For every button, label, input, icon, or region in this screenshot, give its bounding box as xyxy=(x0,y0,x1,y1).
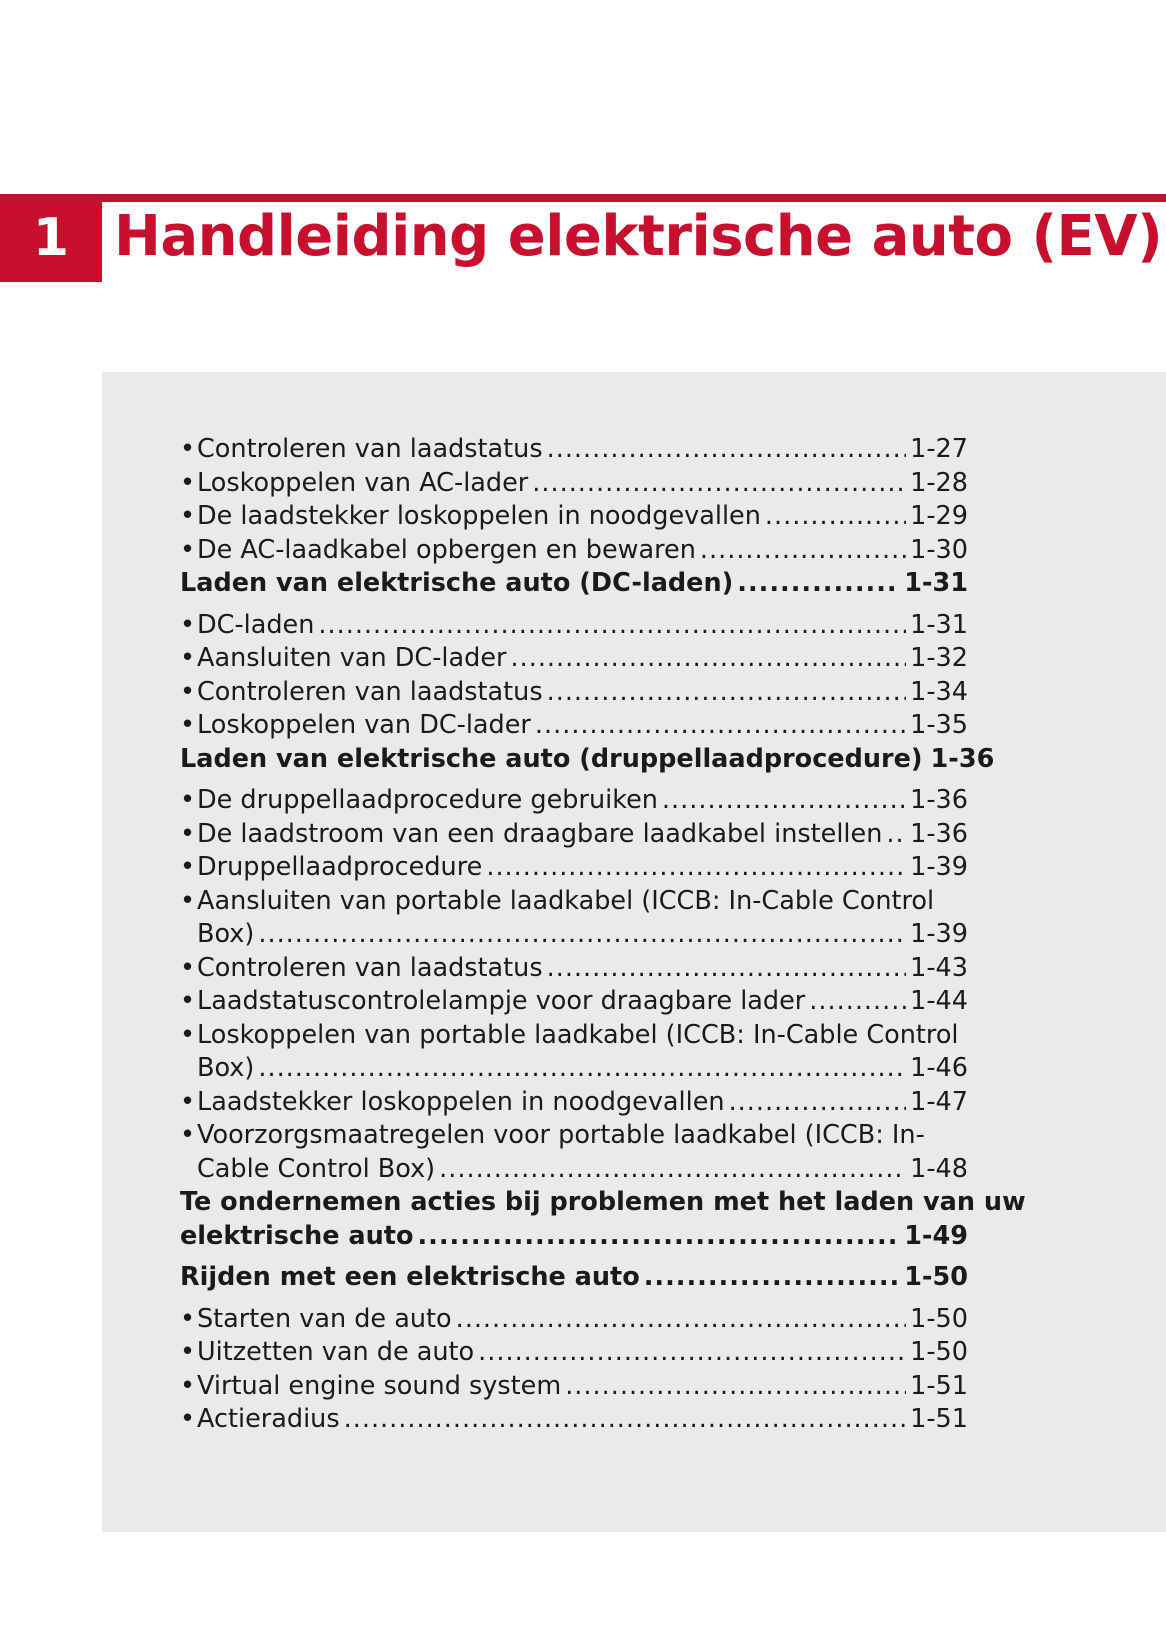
toc-page-number: 1-30 xyxy=(910,534,968,565)
toc-entry-title: Laadstatuscontrolelampje voor draagbare lader xyxy=(197,986,806,1016)
toc-entry[interactable] xyxy=(180,433,968,467)
toc-entry-title-line1: Voorzorgsmaatregelen voor portable laadkabel (ICCB: In- xyxy=(197,1120,925,1150)
toc-page-number: 1-28 xyxy=(910,467,968,498)
toc-section-heading[interactable] xyxy=(180,567,968,601)
toc-entry[interactable] xyxy=(180,1336,968,1370)
toc-page-number: 1-39 xyxy=(910,852,968,882)
dot-leader xyxy=(662,784,906,818)
toc-heading-title: Laden van elektrische auto (druppellaadprocedure) xyxy=(180,743,923,774)
toc-entry-title: Laadstekker loskoppelen in noodgevallen xyxy=(197,1086,725,1117)
toc-entry[interactable] xyxy=(180,609,968,643)
toc-page-number: 1-46 xyxy=(910,1053,968,1083)
toc-entry-title: Aansluiten van DC-lader xyxy=(197,643,507,673)
toc-page-number: 1-27 xyxy=(910,434,968,464)
toc-entry-title: Druppellaadprocedure xyxy=(197,852,483,882)
toc-entry-title: Controleren van laadstatus xyxy=(197,434,543,464)
toc-heading-title: Laden van elektrische auto (DC-laden) xyxy=(180,568,734,598)
bullet: • xyxy=(180,952,196,983)
toc-page-number: 1-34 xyxy=(910,676,968,707)
toc-entry-title: Starten van de auto xyxy=(197,1303,452,1334)
toc-entry-title-line2: Cable Control Box) xyxy=(197,1153,436,1184)
dot-leader xyxy=(486,851,906,885)
bullet: • xyxy=(180,785,196,815)
bullet: • xyxy=(180,1337,196,1367)
toc-entry-title: Loskoppelen van AC-lader xyxy=(197,467,529,498)
bullet: • xyxy=(180,534,196,565)
toc-entry-title-line1: Aansluiten van portable laadkabel (ICCB: In-Cable Control xyxy=(197,885,935,916)
bullet: • xyxy=(180,1303,196,1334)
dot-leader xyxy=(737,567,900,601)
bullet: • xyxy=(180,434,196,464)
toc-entry-title: De laadstroom van een draagbare laadkabel instellen xyxy=(197,818,883,849)
bullet: • xyxy=(180,609,196,640)
dot-leader xyxy=(532,467,906,501)
toc-entry[interactable] xyxy=(180,952,968,986)
toc-page-number: 1-48 xyxy=(910,1153,968,1184)
bullet: • xyxy=(180,1086,196,1117)
toc-heading-title: Rijden met een elektrische auto xyxy=(180,1262,640,1292)
toc-entry[interactable] xyxy=(180,642,968,676)
toc-heading-title-line2: elektrische auto xyxy=(180,1220,414,1251)
bullet: • xyxy=(180,1120,196,1150)
bullet: • xyxy=(180,501,196,531)
toc-page-number: 1-31 xyxy=(904,568,968,598)
toc-entry[interactable] xyxy=(180,985,968,1019)
bullet: • xyxy=(180,818,196,849)
toc-entry[interactable] xyxy=(180,500,968,534)
toc-page-number: 1-29 xyxy=(910,501,968,531)
toc-entry[interactable] xyxy=(180,676,968,710)
toc-section-heading[interactable] xyxy=(180,743,995,777)
dot-leader xyxy=(318,609,906,643)
toc-page-number: 1-50 xyxy=(910,1337,968,1367)
dot-leader xyxy=(456,1303,907,1337)
dot-leader xyxy=(547,952,907,986)
dot-leader xyxy=(729,1086,907,1120)
table-of-contents xyxy=(180,433,1026,1437)
dot-leader xyxy=(535,709,906,743)
toc-page-number: 1-36 xyxy=(930,743,995,774)
toc-entry-title: De druppellaadprocedure gebruiken xyxy=(197,785,658,815)
toc-entry-title-line2: Box) xyxy=(197,1053,255,1083)
toc-entry[interactable] xyxy=(180,1019,968,1086)
toc-entry-title: Controleren van laadstatus xyxy=(197,952,543,983)
toc-page-number: 1-35 xyxy=(910,710,968,740)
toc-entry[interactable] xyxy=(180,1119,968,1186)
toc-page-number: 1-32 xyxy=(910,643,968,673)
chapter-number: 1 xyxy=(0,194,102,282)
toc-entry[interactable] xyxy=(180,1370,968,1404)
toc-entry[interactable] xyxy=(180,885,968,952)
toc-page-number: 1-50 xyxy=(910,1303,968,1334)
toc-entry-title: Virtual engine sound system xyxy=(197,1370,562,1401)
bullet: • xyxy=(180,986,196,1016)
bullet: • xyxy=(180,885,196,916)
toc-page-number: 1-51 xyxy=(910,1370,968,1401)
toc-entry-title: De laadstekker loskoppelen in noodgevallen xyxy=(197,501,761,531)
chapter-rule xyxy=(0,194,1166,202)
toc-page-number: 1-43 xyxy=(910,952,968,983)
dot-leader xyxy=(547,433,907,467)
toc-entry[interactable] xyxy=(180,534,968,568)
toc-entry-title: Uitzetten van de auto xyxy=(197,1337,475,1367)
toc-entry[interactable] xyxy=(180,1303,968,1337)
toc-page-number: 1-49 xyxy=(904,1220,968,1251)
bullet: • xyxy=(180,1019,196,1050)
toc-entry[interactable] xyxy=(180,1086,968,1120)
dot-leader xyxy=(547,676,907,710)
bullet: • xyxy=(180,643,196,673)
toc-entry-title: Actieradius xyxy=(197,1404,340,1434)
toc-page-number: 1-47 xyxy=(910,1086,968,1117)
dot-leader xyxy=(565,1370,906,1404)
dot-leader xyxy=(644,1261,900,1295)
dot-leader xyxy=(478,1336,906,1370)
toc-page-number: 1-50 xyxy=(904,1262,968,1292)
dot-leader xyxy=(511,642,907,676)
toc-entry-title: DC-laden xyxy=(197,609,315,640)
toc-entry-title-line2: Box) xyxy=(197,919,255,949)
bullet: • xyxy=(180,1404,196,1434)
toc-page-number: 1-36 xyxy=(910,818,968,849)
dot-leader xyxy=(439,1153,906,1187)
bullet: • xyxy=(180,676,196,707)
bullet: • xyxy=(180,1370,196,1401)
dot-leader xyxy=(700,534,906,568)
chapter-title: Handleiding elektrische auto (EV) xyxy=(114,204,1163,269)
toc-section-heading[interactable] xyxy=(180,1261,968,1295)
toc-entry[interactable] xyxy=(180,818,968,852)
toc-section-heading[interactable] xyxy=(180,1186,1026,1253)
toc-entry[interactable] xyxy=(180,851,968,885)
toc-entry[interactable] xyxy=(180,467,968,501)
toc-page-number: 1-36 xyxy=(910,785,968,815)
dot-leader xyxy=(258,918,906,952)
toc-page-number: 1-39 xyxy=(910,919,968,949)
toc-page-number: 1-44 xyxy=(910,986,968,1016)
dot-leader xyxy=(417,1220,900,1254)
toc-entry-title: De AC-laadkabel opbergen en bewaren xyxy=(197,534,696,565)
toc-entry-title: Controleren van laadstatus xyxy=(197,676,543,707)
dot-leader xyxy=(809,985,906,1019)
dot-leader xyxy=(765,500,906,534)
bullet: • xyxy=(180,852,196,882)
toc-heading-title-line1: Te ondernemen acties bij problemen met het laden van uw xyxy=(180,1187,1026,1217)
toc-page-number: 1-31 xyxy=(910,609,968,640)
bullet: • xyxy=(180,710,196,740)
dot-leader xyxy=(258,1052,906,1086)
dot-leader xyxy=(344,1403,907,1437)
toc-entry[interactable] xyxy=(180,1403,968,1437)
toc-page-number: 1-51 xyxy=(910,1404,968,1434)
toc-entry[interactable] xyxy=(180,709,968,743)
dot-leader xyxy=(886,818,906,852)
toc-entry-title: Loskoppelen van DC-lader xyxy=(197,710,531,740)
toc-entry[interactable] xyxy=(180,784,968,818)
bullet: • xyxy=(180,467,196,498)
toc-entry-title-line1: Loskoppelen van portable laadkabel (ICCB: In-Cable Control xyxy=(197,1019,959,1050)
